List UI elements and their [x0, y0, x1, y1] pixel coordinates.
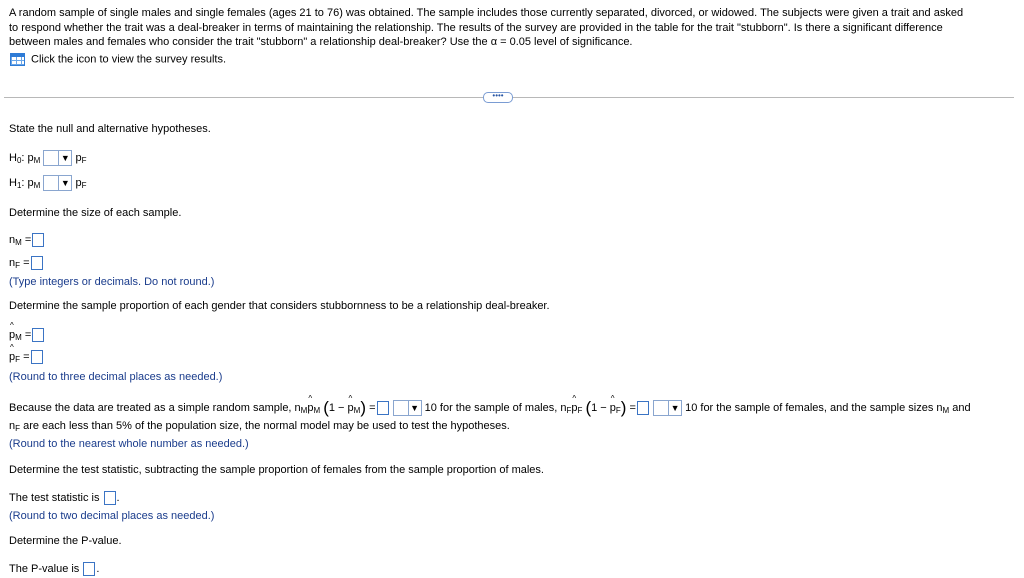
table-icon[interactable] [10, 53, 25, 66]
problem-line-2: to respond whether the trait was a deal-breaker in terms of maintaining the relationship. The results of the survey are provided in the table for the trait "stubborn". Is there a significant difference [9, 21, 943, 34]
pvalue-input[interactable] [83, 562, 95, 576]
chevron-down-icon: ▼ [410, 403, 420, 414]
h1-operator-dropdown[interactable] [43, 175, 72, 191]
conditions-line-1: Because the data are treated as a simple random sample, $n_M\^{}$ $p_M$ (1 − ^ $p_M$) = ▼ 10 for the sample of males, $n_F\^{}$ $p_F$ (1 − ^ $p_F$) = ▼ 10 for the sample of females, and the sample sizes $n_M$ and [9, 398, 971, 418]
proportions-prompt: Determine the sample proportion of each gender that considers stubbornness to be a relationship deal-breaker. [9, 300, 550, 312]
test-stat-input[interactable] [104, 491, 116, 505]
nm-input[interactable] [32, 233, 44, 247]
test-stat-prompt: Determine the test statistic, subtracting the sample proportion of females from the sample proportion of males. [9, 464, 544, 476]
h0-row: $H_0$: $p_M$ ▼ $p_F$ [9, 151, 87, 165]
males-condition-input[interactable] [377, 401, 389, 415]
nm-row: $n_M$ = [9, 233, 45, 247]
pvalue-row: The P-value is . [9, 562, 100, 575]
test-stat-row: The test statistic is . [9, 491, 120, 504]
survey-results-label: Click the icon to view the survey results. [31, 53, 227, 66]
chevron-down-icon: ▼ [670, 403, 680, 414]
test-stat-hint: (Round to two decimal places as needed.) [9, 510, 215, 522]
expand-more-button[interactable]: •••• [483, 92, 513, 103]
pm-hat-row: ^ $p_M$ = [9, 328, 45, 342]
chevron-down-icon: ▼ [60, 178, 70, 188]
males-condition-dropdown[interactable] [393, 400, 422, 416]
sizes-hint: (Type integers or decimals. Do not round.) [9, 276, 215, 288]
h1-row: $H_1$: $p_M$ ▼ $p_F$ [9, 176, 87, 190]
hypotheses-prompt: State the null and alternative hypotheses. [9, 123, 211, 135]
pm-hat-input[interactable] [32, 328, 44, 342]
conditions-hint: (Round to the nearest whole number as needed.) [9, 438, 249, 450]
pvalue-prompt: Determine the P-value. [9, 535, 122, 547]
proportions-hint: (Round to three decimal places as needed.) [9, 371, 223, 383]
sizes-prompt: Determine the size of each sample. [9, 207, 182, 219]
h0-operator-dropdown[interactable] [43, 150, 72, 166]
problem-line-1: A random sample of single males and single females (ages 21 to 76) was obtained. The sample includes those currently separated, divorced, or widowed. The subjects were given a trait and asked [9, 7, 964, 19]
females-condition-dropdown[interactable] [653, 400, 682, 416]
females-condition-input[interactable] [637, 401, 649, 415]
chevron-down-icon: ▼ [60, 153, 70, 163]
problem-line-3: between males and females who consider the trait "stubborn" a relationship deal-breaker? Use the α = 0.05 level of significance. [9, 36, 633, 48]
pf-hat-input[interactable] [31, 350, 43, 364]
pf-hat-row: ^ $p_F$ = [9, 350, 44, 364]
survey-results-link[interactable] [10, 53, 226, 66]
nf-row: $n_F$ = [9, 256, 44, 270]
conditions-line-2: $n_F$ are each less than 5% of the population size, the normal model may be used to test the hypotheses. [9, 420, 510, 433]
problem-statement [9, 6, 1014, 50]
nf-input[interactable] [31, 256, 43, 270]
